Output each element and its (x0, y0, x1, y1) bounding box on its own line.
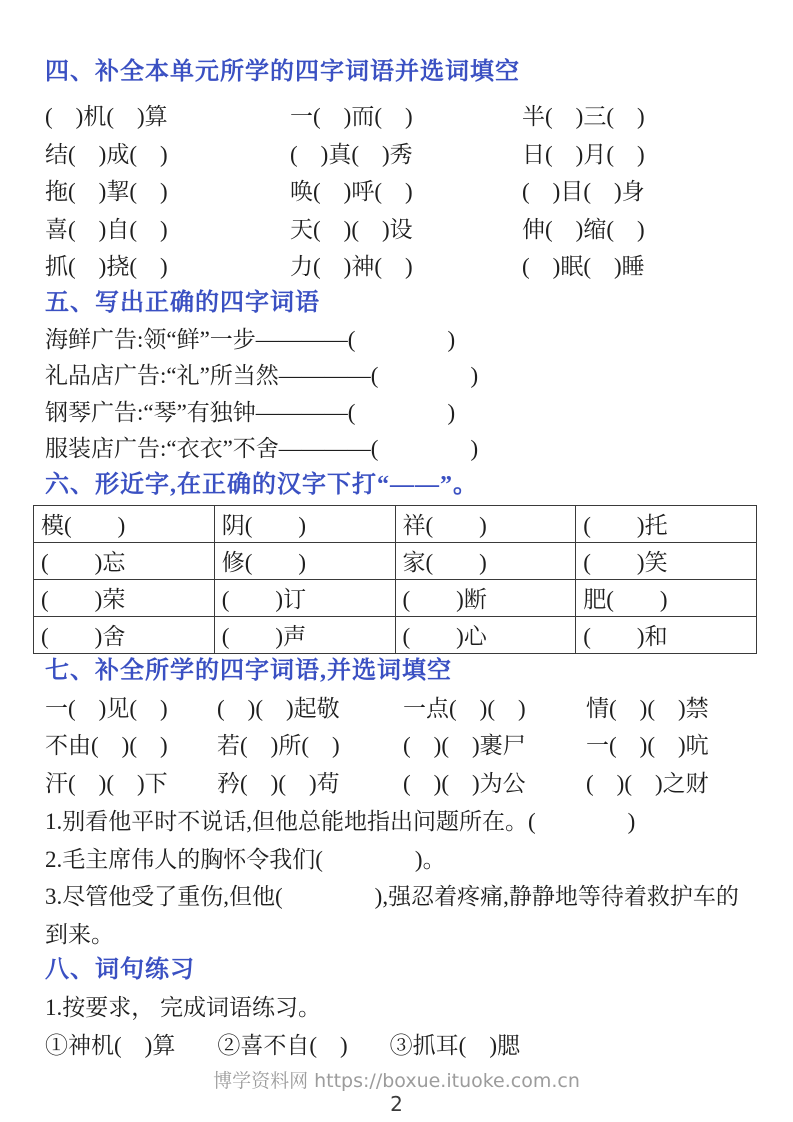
section-six-title: 六、形近字,在正确的汉字下打“——”。 (45, 471, 478, 498)
fill-blank-item: 一( )见( ) (45, 695, 168, 721)
fill-blank-item: 天( )( )设 (290, 216, 413, 242)
table-row (34, 616, 757, 653)
table-cell: ( )荣 (34, 579, 215, 616)
numbered-idiom-item: ③抓耳( )腮 (389, 1033, 520, 1058)
fill-blank-item: 不由( )( ) (45, 733, 168, 758)
numbered-idiom-item: ①神机( )算 (45, 1033, 176, 1058)
fill-blank-item: ( )( )为公 (403, 770, 526, 796)
fill-blank-item: 半( )三( ) (522, 104, 645, 129)
table-cell: 阴( ) (214, 505, 395, 542)
table-cell: 模( ) (34, 505, 215, 542)
fill-blank-item: 若( )所( ) (217, 733, 340, 758)
ad-idiom-line: 服装店广告:“衣衣”不舍————( ) (45, 436, 479, 461)
section-five-lines (45, 322, 758, 468)
table-cell: 家( ) (395, 542, 576, 579)
fill-blank-item: 汗( )( )下 (45, 770, 168, 796)
site-watermark: 博学资料网 https://boxue.ituoke.com.cn (213, 1070, 580, 1092)
fill-blank-item: 日( )月( ) (522, 141, 645, 167)
fill-blank-item: 一点( )( ) (403, 695, 526, 721)
fill-blank-item: 力( )神( ) (290, 254, 413, 279)
ad-idiom-line: 礼品店广告:“礼”所当然————( ) (45, 363, 479, 388)
table-cell: ( )舍 (34, 616, 215, 653)
table-cell: ( )笑 (576, 542, 757, 579)
table-cell: 修( ) (214, 542, 395, 579)
ad-idiom-line: 钢琴广告:“琴”有独钟————( ) (45, 399, 456, 425)
section-four-grid (45, 98, 758, 286)
section-eight-intro: 1.按要求， 完成词语练习。 (45, 995, 321, 1020)
fill-blank-item: 抓( )挠( ) (45, 254, 168, 279)
fill-blank-item: 唤( )呼( ) (290, 179, 413, 204)
fill-blank-item: ( )( )起敬 (217, 695, 340, 721)
table-cell: ( )断 (395, 579, 576, 616)
table-cell: ( )和 (576, 616, 757, 653)
fill-blank-item: 矜( )( )苟 (217, 770, 340, 796)
fill-blank-item: 一( )( )吭 (586, 733, 709, 758)
table-row (34, 579, 757, 616)
fill-blank-item: ( )( )裹尸 (403, 733, 526, 758)
table-cell: ( )声 (214, 616, 395, 653)
sentence-1: 1.别看他平时不说话,但他总能地指出问题所在。( ) (45, 809, 636, 834)
homograph-table (33, 505, 757, 654)
fill-blank-item: ( )真( )秀 (290, 141, 413, 167)
section-eight-items (45, 1027, 758, 1065)
fill-blank-item: 喜( )自( ) (45, 216, 168, 242)
fill-blank-item: ( )眠( )睡 (522, 254, 645, 279)
section-four-title: 四、补全本单元所学的四字词语并选词填空 (45, 59, 520, 85)
sentence-3: 3.尽管他受了重伤,但他( ),强忍着疼痛,静静地等待着救护车的到来。 (45, 884, 739, 947)
table-cell: 肥( ) (576, 579, 757, 616)
fill-blank-item: 伸( )缩( ) (522, 216, 645, 242)
ad-idiom-line: 海鲜广告:领“鲜”一步————( ) (45, 326, 456, 352)
section-seven-grid (45, 690, 758, 803)
numbered-idiom-item: ②喜不自( ) (217, 1033, 348, 1058)
section-seven-title: 七、补全所学的四字词语,并选词填空 (45, 657, 452, 684)
table-cell: ( )心 (395, 616, 576, 653)
section-seven-sentences (45, 803, 758, 953)
page-footer (0, 1070, 793, 1116)
table-row (34, 542, 757, 579)
section-eight-title: 八、词句练习 (45, 957, 195, 983)
fill-blank-item: 拖( )挈( ) (45, 179, 168, 204)
fill-blank-item: 情( )( )禁 (586, 695, 709, 721)
fill-blank-item: 一( )而( ) (290, 104, 413, 129)
table-cell: 祥( ) (395, 505, 576, 542)
sentence-2: 2.毛主席伟人的胸怀令我们( )。 (45, 846, 446, 872)
section-five-title: 五、写出正确的四字词语 (45, 289, 320, 316)
page-number: 2 (390, 1092, 403, 1116)
table-cell: ( )托 (576, 505, 757, 542)
fill-blank-item: ( )目( )身 (522, 179, 645, 204)
table-cell: ( )订 (214, 579, 395, 616)
fill-blank-item: ( )( )之财 (586, 770, 709, 796)
fill-blank-item: 结( )成( ) (45, 141, 168, 167)
fill-blank-item: ( )机( )算 (45, 104, 168, 129)
table-cell: ( )忘 (34, 542, 215, 579)
table-row (34, 505, 757, 542)
